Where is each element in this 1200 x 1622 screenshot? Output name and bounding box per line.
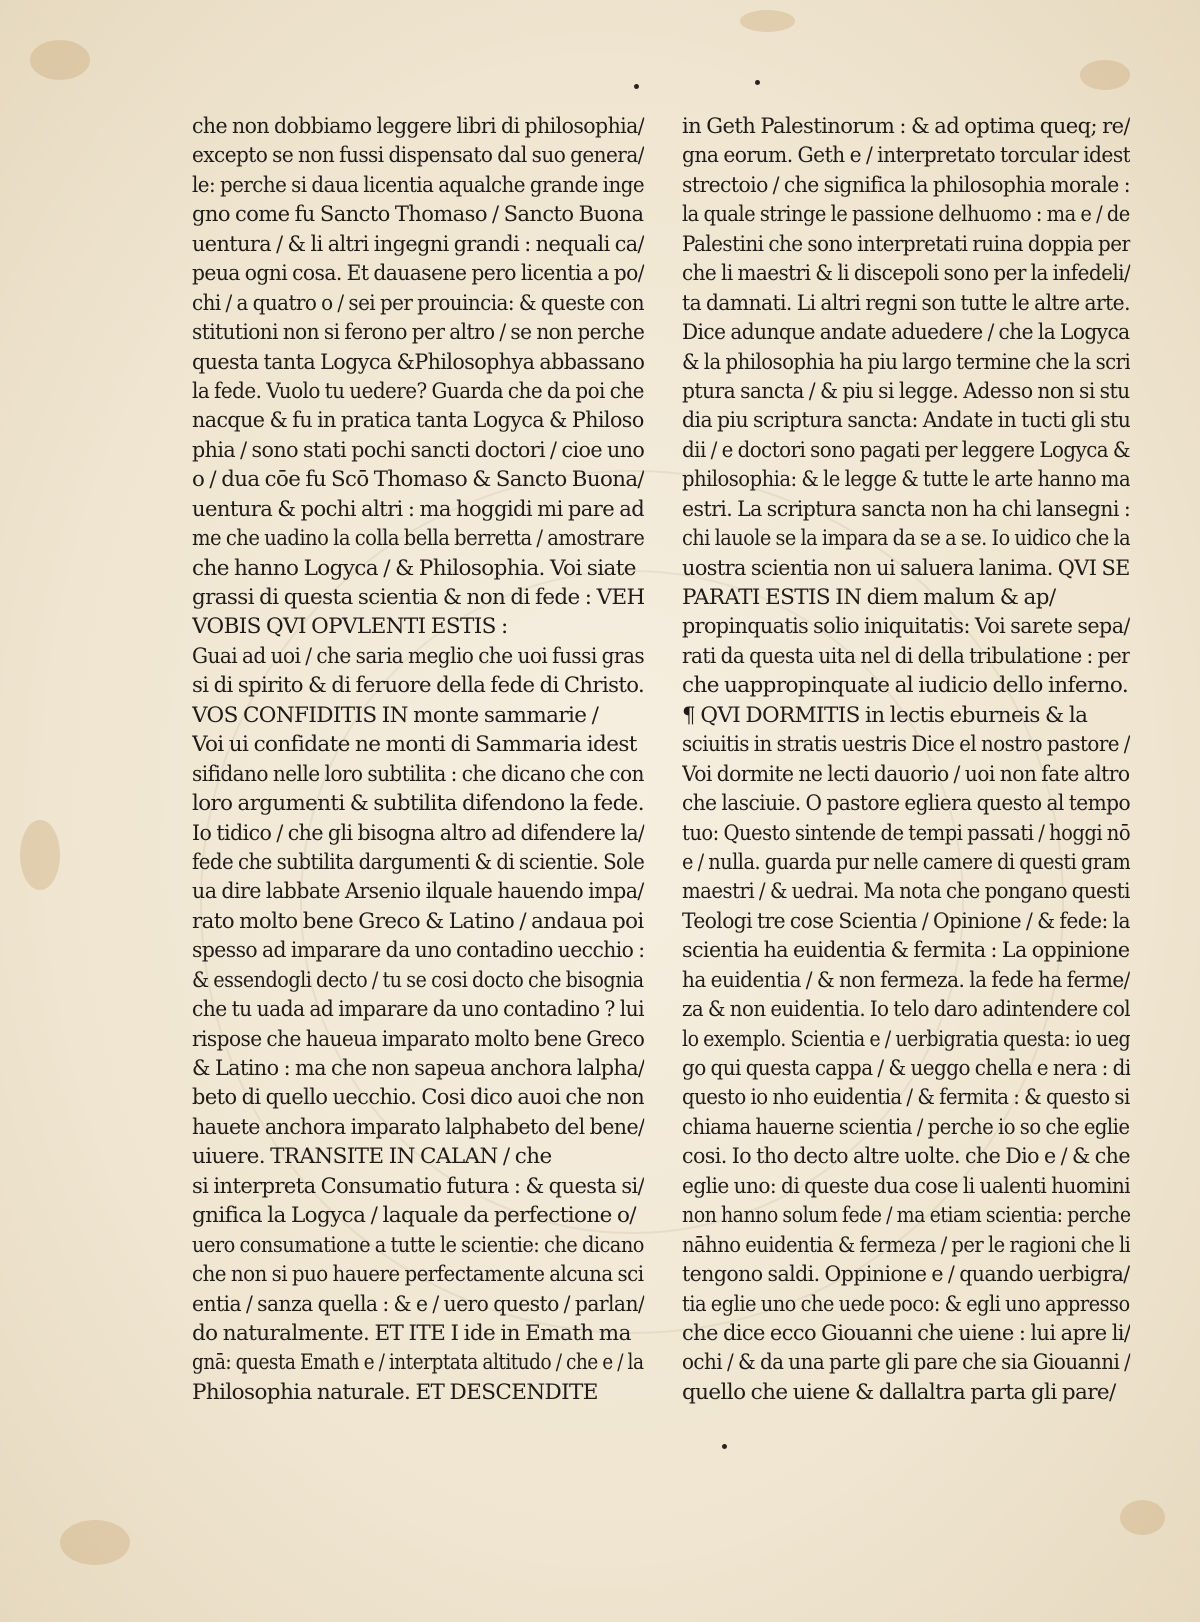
text-column-right [682, 112, 1130, 1407]
text-line: gna eorum. Geth e / interpretato torcular idest [682, 143, 1130, 169]
text-line: questa tanta Logyca &Philosophya abbassano [192, 349, 645, 375]
text-line: cosi. Io tho decto altre uolte. che Dio e / & che [682, 1144, 1130, 1170]
ink-dot [634, 84, 639, 89]
text-line: & essendogli decto / tu se cosi docto che bisognia [192, 967, 644, 993]
text-line: nacque & fu in pratica tanta Logyca & Philoso [192, 408, 644, 434]
text-line: tia eglie uno che uede poco: & egli uno appresso [682, 1291, 1130, 1317]
text-line: peua ogni cosa. Et dauasene pero licentia a po/ [192, 261, 644, 287]
text-line: Palestini che sono interpretati ruina doppia per [682, 231, 1131, 257]
text-line: che lasciuie. O pastore egliera questo al tempo [682, 791, 1130, 817]
text-line: uentura & pochi altri : ma hoggidi mi pare ad [192, 496, 644, 522]
text-line: estri. La scriptura sancta non ha chi lansegni : [682, 496, 1130, 522]
text-line: che dice ecco Giouanni che uiene : lui apre li/ [682, 1320, 1131, 1346]
text-line: eglie uno: di queste dua cose li ualenti huomini [682, 1173, 1130, 1199]
text-line: maestri / & uedrai. Ma nota che pongano questi [682, 879, 1130, 905]
text-line: Teologi tre cose Scientia / Opinione / & fede: la [682, 908, 1130, 934]
text-line: PARATI ESTIS IN diem malum & ap/ [682, 585, 1056, 610]
text-line: beto di quello uecchio. Cosi dico auoi che non [192, 1085, 644, 1111]
text-line: ptura sancta / & piu si legge. Adesso non si stu [682, 378, 1130, 404]
text-line: dii / e doctori sono pagati per leggere Logyca & [682, 437, 1131, 463]
text-line: ha euidentia / & non fermeza. la fede ha ferme/ [682, 967, 1130, 993]
text-line: propinquatis solio iniquitatis: Voi sarete sepa/ [682, 614, 1130, 640]
text-line: che non si puo hauere perfectamente alcuna sci [192, 1262, 644, 1288]
text-line: si di spirito & di feruore della fede di Christo. [192, 673, 645, 699]
text-line: phia / sono stati pochi sancti doctori / cioe uno [192, 437, 645, 463]
text-line: chiama hauerne scientia / perche io so che eglie [682, 1114, 1130, 1140]
text-line: la fede. Vuolo tu uedere? Guarda che da poi che [192, 378, 644, 404]
text-line: ochi / & da una parte gli pare che sia Giouanni / [682, 1350, 1131, 1376]
text-line: e / nulla. guarda pur nelle camere di questi gram [682, 849, 1131, 875]
text-line: Dice adunque andate aduedere / che la Logyca [682, 320, 1130, 346]
text-line: VOBIS QVI OPVLENTI ESTIS : [192, 614, 508, 640]
paper-stain [1080, 60, 1130, 90]
text-line: spesso ad imparare da uno contadino uecchio : [192, 938, 645, 964]
text-line: VOS CONFIDITIS IN monte sammarie / [192, 702, 599, 728]
text-line: & Latino : ma che non sapeua anchora lalpha/ [192, 1056, 645, 1081]
text-column-left [192, 112, 644, 1407]
text-line: rispose che haueua imparato molto bene Greco [192, 1026, 645, 1052]
paper-stain [20, 820, 60, 890]
text-line: tengono saldi. Oppinione e / quando uerbigra/ [682, 1262, 1130, 1288]
text-line: ¶ QVI DORMITIS in lectis eburneis & la [682, 702, 1088, 728]
text-line: scientia ha euidentia & fermita : La oppinione [682, 938, 1130, 964]
text-line: che li maestri & li discepoli sono per la infedeli/ [682, 261, 1131, 287]
paper-stain [30, 40, 90, 80]
text-line: sciuitis in stratis uestris Dice el nostro pastore / [682, 732, 1130, 758]
text-line: za & non euidentia. Io telo daro adintendere col [682, 997, 1131, 1023]
text-line: Guai ad uoi / che saria meglio che uoi fussi gras [192, 643, 645, 669]
text-line: le: perche si daua licentia aqualche grande inge [192, 172, 644, 198]
ink-dot [755, 80, 760, 85]
text-line: Io tidico / che gli bisogna altro ad difendere la/ [192, 820, 645, 846]
text-line: gnifica la Logyca / laquale da perfectione o/ [192, 1203, 636, 1229]
paper-stain [1120, 1500, 1165, 1535]
paper-stain [60, 1520, 130, 1565]
text-line: la quale stringe le passione delhuomo : ma e / de [682, 202, 1130, 228]
ink-dot [722, 1444, 727, 1449]
text-line: ua dire labbate Arsenio ilquale hauendo impa/ [192, 879, 644, 905]
text-line: philosophia: & le legge & tutte le arte hanno ma [682, 467, 1130, 493]
text-line: stitutioni non si ferono per altro / se non perche [192, 320, 645, 346]
text-line: rato molto bene Greco & Latino / andaua poi [192, 908, 644, 934]
text-line: me che uadino la colla bella berretta / amostrare [192, 526, 644, 552]
text-line: questo io nho euidentia / & fermita : & questo si [682, 1085, 1130, 1111]
text-line: tuo: Questo sintende de tempi passati / hoggi nō [682, 820, 1131, 846]
text-line: gno come fu Sancto Thomaso / Sancto Buona [192, 202, 644, 228]
text-line: che hanno Logyca / & Philosophia. Voi siate [192, 555, 636, 581]
text-line: loro argumenti & subtilita difendono la fede. [192, 791, 644, 817]
text-line: sifidano nelle loro subtilita : che dicano che con [192, 761, 644, 787]
text-line: strectoio / che significa la philosophia morale : [682, 172, 1130, 198]
text-line: uentura / & li altri ingegni grandi : nequali ca/ [192, 231, 644, 257]
text-line: excepto se non fussi dispensato dal suo genera/ [192, 143, 644, 169]
text-line: o / dua cōe fu Scō Thomaso & Sancto Buona/ [192, 467, 644, 493]
text-line: quello che uiene & dallaltra parta gli pare/ [682, 1379, 1116, 1405]
text-line: fede che subtilita dargumenti & di scientie. Sole [192, 849, 645, 875]
text-line: rati da questa uita nel di della tribulatione : per [682, 643, 1130, 669]
text-line: entia / sanza quella : & e / uero questo / parlan/ [192, 1291, 645, 1317]
text-line: non hanno solum fede / ma etiam scientia: perche [682, 1203, 1131, 1229]
text-line: uero consumatione a tutte le scientie: che dicano [192, 1232, 644, 1258]
text-line: gnā: questa Emath e / interptata altitudo / che e / la [192, 1350, 644, 1376]
text-line: chi lauole se la impara da se a se. Io uidico che la [682, 526, 1131, 552]
text-line: go qui questa cappa / & ueggo chella e nera : di [682, 1056, 1131, 1081]
text-line: grassi di questa scientia & non di fede : VEH [192, 585, 645, 610]
text-line: Voi dormite ne lecti dauorio / uoi non fate altro [682, 761, 1130, 787]
text-line: che non dobbiamo leggere libri di philosophia/ [192, 114, 645, 139]
text-line: chi / a quatro o / sei per prouincia: & queste con [192, 290, 644, 316]
text-line: nāhno euidentia & fermeza / per le ragioni che li [682, 1232, 1131, 1258]
text-line: lo exemplo. Scientia e / uerbigratia questa: io ueg [682, 1026, 1130, 1052]
text-line: in Geth Palestinorum : & ad optima queq; re/ [682, 114, 1130, 139]
text-line: hauete anchora imparato lalphabeto del bene/ [192, 1114, 645, 1140]
text-line: uiuere. TRANSITE IN CALAN / che [192, 1144, 552, 1170]
text-line: si interpreta Consumatio futura : & questa si/ [192, 1173, 644, 1199]
text-line: & la philosophia ha piu largo termine che la scri [682, 349, 1130, 375]
text-line: ta damnati. Li altri regni son tutte le altre arte. [682, 290, 1130, 316]
text-line: che uappropinquate al iudicio dello inferno. [682, 673, 1129, 699]
text-line: do naturalmente. ET ITE I ide in Emath ma [192, 1320, 631, 1346]
text-line: che tu uada ad imparare da uno contadino ? lui [192, 997, 645, 1023]
text-line: dia piu scriptura sancta: Andate in tucti gli stu [682, 408, 1130, 434]
text-line: Philosophia naturale. ET DESCENDITE [192, 1379, 598, 1405]
text-line: Voi ui confidate ne monti di Sammaria idest [192, 732, 637, 758]
text-line: uostra scientia non ui saluera lanima. QVI SE [682, 555, 1130, 581]
paper-stain [740, 10, 795, 32]
